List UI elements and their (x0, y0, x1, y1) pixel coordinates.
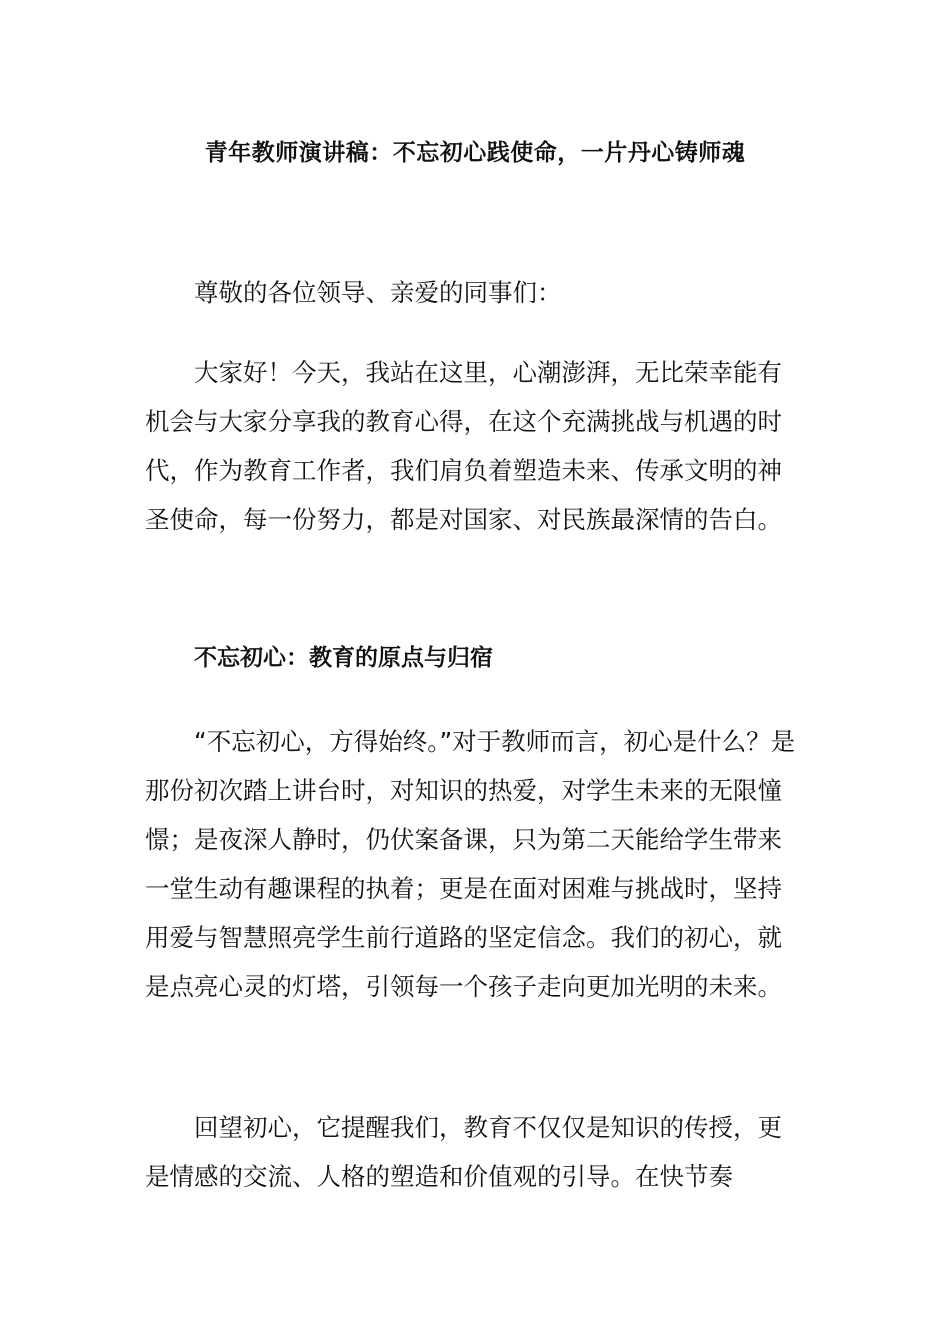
body-paragraph: “不忘初心，方得始终。”对于教师而言，初心是什么？是那份初次踏上讲台时，对知识的热爱，对学生未来的无限憧憬；是夜深人静时，仍伏案备课，只为第二天能给学生带来一堂生动有趣课程的执着；更是在面对困难与挑战时，坚持用爱与智慧照亮学生前行道路的坚定信念。我们的初心，就是点亮心灵的灯塔，引领每一个孩子走向更加光明的未来。 (145, 727, 796, 1001)
intro-paragraph: 大家好！今天，我站在这里，心潮澎湃，无比荣幸能有机会与大家分享我的教育心得，在这个充满挑战与机遇的时代，作为教育工作者，我们肩负着塑造未来、传承文明的神圣使命，每一份努力，都是对国家、对民族最深情的告白。 (145, 358, 782, 534)
body-paragraph: 回望初心，它提醒我们，教育不仅仅是知识的传授，更是情感的交流、人格的塑造和价值观的引导。在快节奏 (145, 1113, 782, 1191)
greeting-paragraph: 尊敬的各位领导、亲爱的同事们： (194, 278, 562, 307)
section-heading: 不忘初心：教育的原点与归宿 (194, 645, 493, 671)
document-title: 青年教师演讲稿：不忘初心践使命，一片丹心铸师魂 (204, 140, 746, 166)
